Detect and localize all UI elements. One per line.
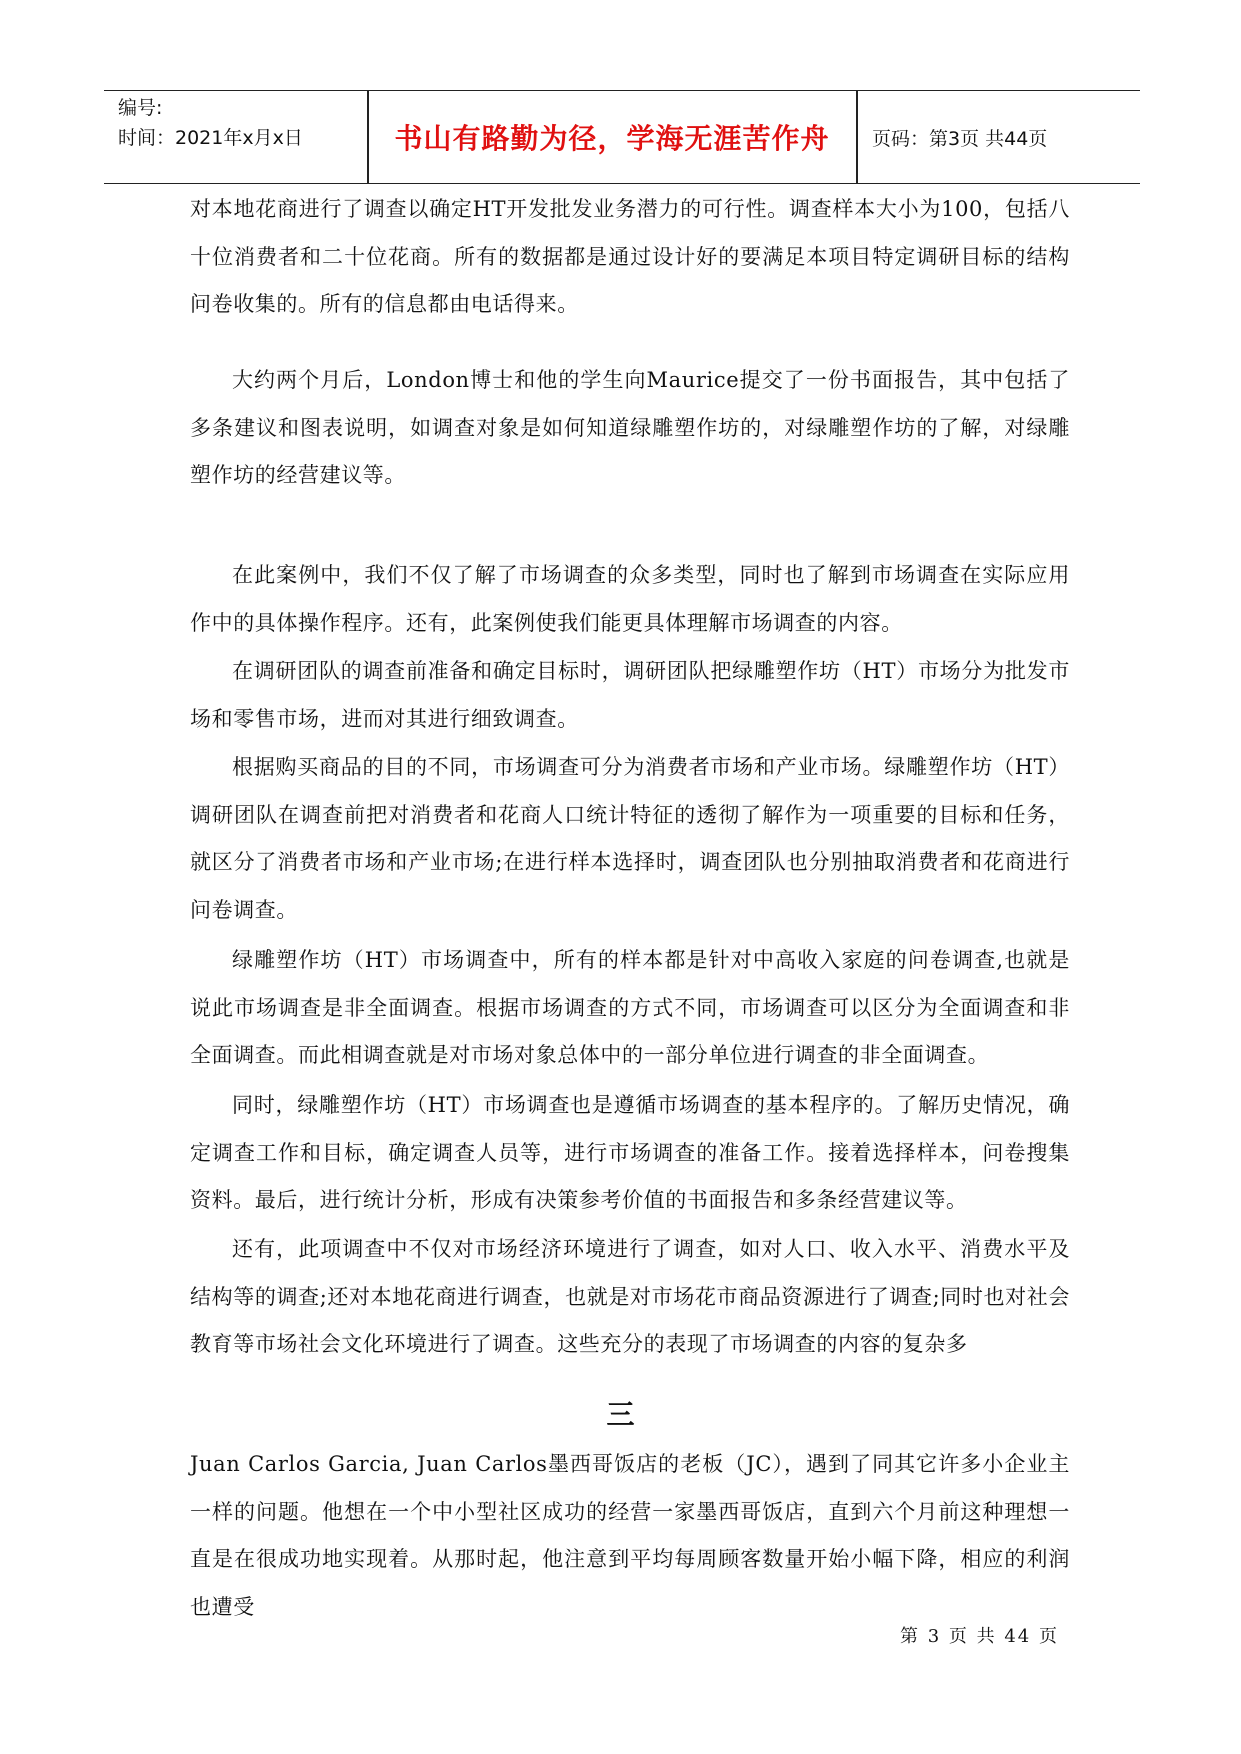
header-divider [856,91,858,183]
header-divider [367,91,369,183]
page-header [104,90,1140,184]
paragraph-7: 同时，绿雕塑作坊（HT）市场调查也是遵循市场调查的基本程序的。了解历史情况，确定调查工作和目标，确定调查人员等，进行市场调查的准备工作。接着选择样本，问卷搜集资料。最后，进行统计分析，形成有决策参考价值的书面报告和多条经营建议等。 [190,1093,1070,1212]
page-footer: 第 3 页 共 44 页 [900,1626,1059,1647]
header-left [118,93,363,153]
document-number-label: 编号: [118,97,163,119]
paragraph-2: 大约两个月后，London博士和他的学生向Maurice提交了一份书面报告，其中包括了多条建议和图表说明，如调查对象是如何知道绿雕塑作坊的，对绿雕塑作坊的了解，对绿雕塑作坊的经营建议等。 [190,368,1070,487]
section-title: 三 [606,1398,635,1431]
paragraph-4: 在调研团队的调查前准备和确定目标时，调研团队把绿雕塑作坊（HT）市场分为批发市场和零售市场，进而对其进行细致调查。 [190,659,1070,731]
header-motto: 书山有路勤为径，学海无涯苦作舟 [394,122,830,155]
paragraph-8: 还有，此项调查中不仅对市场经济环境进行了调查，如对人口、收入水平、消费水平及结构等的调查;还对本地花商进行调查，也就是对市场花市商品资源进行了调查;同时也对社会教育等市场社会文化环境进行了调查。这些充分的表现了市场调查的内容的复杂多 [190,1237,1070,1356]
paragraph-5: 根据购买商品的目的不同，市场调查可分为消费者市场和产业市场。绿雕塑作坊（HT）调研团队在调查前把对消费者和花商人口统计特征的透彻了解作为一项重要的目标和任务，就区分了消费者市场和产业市场;在进行样本选择时，调查团队也分别抽取消费者和花商进行问卷调查。 [190,755,1070,922]
paragraph-9: Juan Carlos Garcia, Juan Carlos墨西哥饭店的老板（JC），遇到了同其它许多小企业主一样的问题。他想在一个中小型社区成功的经营一家墨西哥饭店，直到六个月前这种理想一直是在很成功地实现着。从那时起，他注意到平均每周顾客数量开始小幅下降，相应的利润也遭受 [190,1452,1070,1619]
paragraph-3: 在此案例中，我们不仅了解了市场调查的众多类型，同时也了解到市场调查在实际应用作中的具体操作程序。还有，此案例使我们能更具体理解市场调查的内容。 [190,563,1070,635]
header-page-info: 页码：第3页 共44页 [872,127,1048,150]
paragraph-1: 对本地花商进行了调查以确定HT开发批发业务潜力的可行性。调查样本大小为100，包括八十位消费者和二十位花商。所有的数据都是通过设计好的要满足本项目特定调研目标的结构问卷收集的。所有的信息都由电话得来。 [190,197,1070,316]
paragraph-6: 绿雕塑作坊（HT）市场调查中，所有的样本都是针对中高收入家庭的问卷调查,也就是说此市场调查是非全面调查。根据市场调查的方式不同，市场调查可以区分为全面调查和非全面调查。而此相调查就是对市场对象总体中的一部分单位进行调查的非全面调查。 [190,948,1070,1067]
document-time-label: 时间：2021年x月x日 [118,127,303,149]
